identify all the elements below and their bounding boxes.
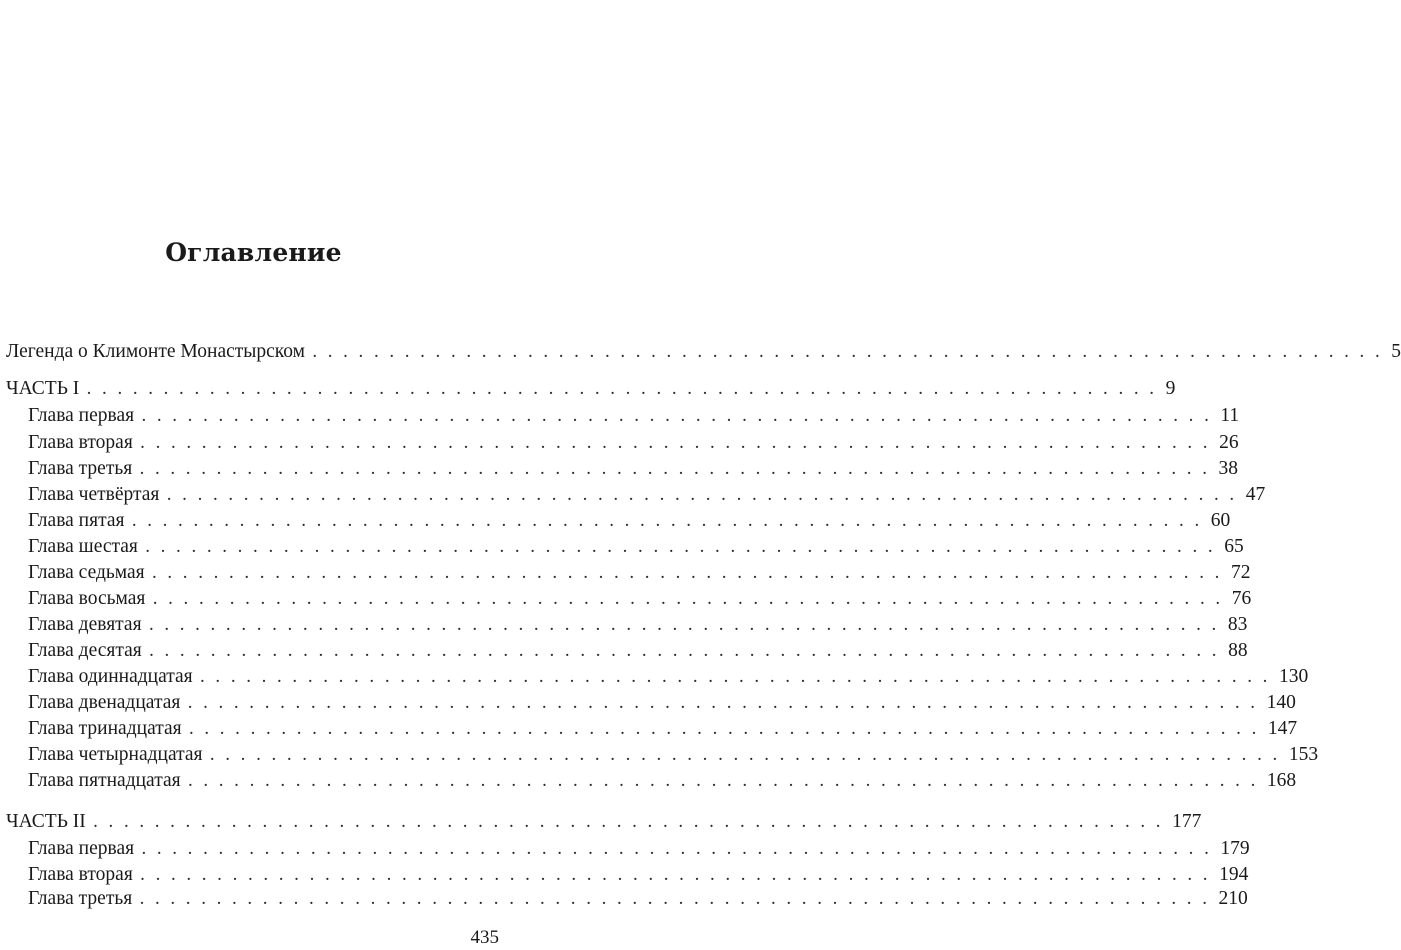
- toc-entry-part-1[interactable]: [6, 376, 1176, 402]
- toc-part-page: 177: [1172, 811, 1202, 832]
- dot-leader: . . . . . . . . . . . . . . . . . . . . . . . . . . . . . . . . . . . . . . . . . . . . . . . . . . . . . . . . . . . . . . . . . . . . . .: [140, 437, 1212, 452]
- toc-entry-label: Глава третья: [28, 888, 133, 909]
- toc-entry-page: 130: [1278, 666, 1309, 687]
- toc-entry-chapter[interactable]: [28, 862, 1249, 888]
- toc-entry-chapter[interactable]: [28, 742, 1319, 768]
- toc-entry-page: 38: [1218, 458, 1239, 479]
- toc-entry-chapter[interactable]: [28, 664, 1309, 690]
- toc-entry-label: Легенда о Климонте Монастырском: [6, 341, 305, 362]
- toc-entry-label: Глава пятнадцатая: [28, 770, 181, 791]
- toc-entry-chapter[interactable]: [28, 403, 1240, 429]
- dot-leader: . . . . . . . . . . . . . . . . . . . . . . . . . . . . . . . . . . . . . . . . . . . . . . . . . . . . . . . . . . . . . . . . . . . . . .: [140, 463, 1211, 478]
- dot-leader: . . . . . . . . . . . . . . . . . . . . . . . . . . . . . . . . . . . . . . . . . . . . . . . . . . . . . . . . . . . . . . . . . . . . . .: [145, 541, 1217, 556]
- toc-entry-chapter[interactable]: [28, 768, 1297, 794]
- dot-leader: . . . . . . . . . . . . . . . . . . . . . . . . . . . . . . . . . . . . . . . . . . . . . . . . . . . . . . . . . . . . . . . . . . . . . .: [87, 383, 1158, 398]
- toc-entry-label: Глава пятая: [28, 510, 125, 531]
- toc-entry-page: 140: [1266, 692, 1296, 713]
- toc-entry-chapter[interactable]: [28, 586, 1252, 612]
- toc-part-label: ЧАСТЬ II: [6, 811, 86, 832]
- toc-entry-page: 153: [1288, 744, 1319, 765]
- toc-entry-chapter[interactable]: [28, 638, 1248, 664]
- toc-entry-page: 194: [1219, 864, 1249, 885]
- toc-entry-page: 47: [1245, 484, 1266, 505]
- toc-entry-chapter[interactable]: [28, 482, 1266, 508]
- toc-entry-label: Глава одиннадцатая: [28, 666, 193, 687]
- toc-entry-chapter[interactable]: [28, 560, 1251, 586]
- toc-entry-label: Глава первая: [28, 838, 135, 859]
- toc-entry-label: Глава первая: [28, 405, 135, 426]
- toc-part-page: 9: [1165, 378, 1176, 399]
- dot-leader: . . . . . . . . . . . . . . . . . . . . . . . . . . . . . . . . . . . . . . . . . . . . . . . . . . . . . . . . . . . . . . . . . . . . . .: [188, 697, 1259, 712]
- dot-leader: . . . . . . . . . . . . . . . . . . . . . . . . . . . . . . . . . . . . . . . . . . . . . . . . . . . . . . . . . . . . . . . . . . . . . .: [167, 489, 1238, 504]
- toc-entry-page: 60: [1210, 510, 1231, 531]
- toc-entry-label: Глава четырнадцатая: [28, 744, 203, 765]
- toc-entry-chapter[interactable]: [28, 886, 1248, 912]
- toc-entry-chapter[interactable]: [28, 508, 1231, 534]
- toc-entry-label: Глава шестая: [28, 536, 138, 557]
- dot-leader: . . . . . . . . . . . . . . . . . . . . . . . . . . . . . . . . . . . . . . . . . . . . . . . . . . . . . . . . . . . . . . . . . . . . . .: [149, 619, 1220, 634]
- dot-leader: . . . . . . . . . . . . . . . . . . . . . . . . . . . . . . . . . . . . . . . . . . . . . . . . . . . . . . . . . . . . . . . . . . . . . .: [188, 775, 1259, 790]
- toc-entry-label: Глава восьмая: [28, 588, 146, 609]
- toc-entry-page: 5: [1391, 341, 1401, 362]
- toc-entry-chapter[interactable]: [28, 456, 1239, 482]
- toc-entry-chapter[interactable]: [28, 534, 1244, 560]
- dot-leader: . . . . . . . . . . . . . . . . . . . . . . . . . . . . . . . . . . . . . . . . . . . . . . . . . . . . . . . . . . . . . . . . . . . . . .: [93, 816, 1165, 831]
- dot-leader: . . . . . . . . . . . . . . . . . . . . . . . . . . . . . . . . . . . . . . . . . . . . . . . . . . . . . . . . . . . . . . . . . . . . . .: [189, 723, 1260, 738]
- page-number: 435: [470, 927, 499, 948]
- toc-entry-label: Глава девятая: [28, 614, 142, 635]
- dot-leader: . . . . . . . . . . . . . . . . . . . . . . . . . . . . . . . . . . . . . . . . . . . . . . . . . . . . . . . . . . . . . . . . . . . . . .: [149, 645, 1221, 660]
- toc-entry-label: Глава вторая: [28, 864, 133, 885]
- toc-entry-label: Глава третья: [28, 458, 133, 479]
- dot-leader: . . . . . . . . . . . . . . . . . . . . . . . . . . . . . . . . . . . . . . . . . . . . . . . . . . . . . . . . . . . . . . . . . . . . . .: [153, 593, 1224, 608]
- dot-leader: . . . . . . . . . . . . . . . . . . . . . . . . . . . . . . . . . . . . . . . . . . . . . . . . . . . . . . . . . . . . . . . . . . . . . .: [132, 515, 1203, 530]
- toc-entry-page: 88: [1228, 640, 1248, 661]
- toc-entry-chapter[interactable]: [28, 612, 1248, 638]
- dot-leader: . . . . . . . . . . . . . . . . . . . . . . . . . . . . . . . . . . . . . . . . . . . . . . . . . . . . . . . . . . . . . . . . . . . . . .: [210, 749, 1281, 764]
- toc-entry-page: 11: [1220, 405, 1240, 426]
- dot-leader: . . . . . . . . . . . . . . . . . . . . . . . . . . . . . . . . . . . . . . . . . . . . . . . . . . . . . . . . . . . . . . . . . . . . . .: [312, 346, 1384, 361]
- toc-entry-page: 147: [1267, 718, 1298, 739]
- toc-entry-page: 179: [1220, 838, 1250, 859]
- dot-leader: . . . . . . . . . . . . . . . . . . . . . . . . . . . . . . . . . . . . . . . . . . . . . . . . . . . . . . . . . . . . . . . . . . . . . .: [152, 567, 1223, 582]
- toc-entry-page: 76: [1231, 588, 1252, 609]
- dot-leader: . . . . . . . . . . . . . . . . . . . . . . . . . . . . . . . . . . . . . . . . . . . . . . . . . . . . . . . . . . . . . . . . . . . . . .: [142, 410, 1213, 425]
- toc-entry-page: 168: [1266, 770, 1297, 791]
- toc-entry-label: Глава десятая: [28, 640, 142, 661]
- toc-entry-page: 65: [1224, 536, 1244, 557]
- toc-entry-page: 72: [1230, 562, 1251, 583]
- toc-entry-label: Глава четвёртая: [28, 484, 160, 505]
- toc-entry-label: Глава седьмая: [28, 562, 145, 583]
- toc-entry-label: Глава вторая: [28, 432, 133, 453]
- toc-part-label: ЧАСТЬ I: [6, 378, 80, 399]
- dot-leader: . . . . . . . . . . . . . . . . . . . . . . . . . . . . . . . . . . . . . . . . . . . . . . . . . . . . . . . . . . . . . . . . . . . . . .: [140, 893, 1211, 908]
- toc-entry-part-2[interactable]: [6, 809, 1202, 835]
- toc-entry-chapter[interactable]: [28, 430, 1239, 456]
- toc-entry-chapter[interactable]: [28, 716, 1298, 742]
- toc-entry-chapter[interactable]: [28, 836, 1250, 862]
- toc-entry-label: Глава двенадцатая: [28, 692, 181, 713]
- dot-leader: . . . . . . . . . . . . . . . . . . . . . . . . . . . . . . . . . . . . . . . . . . . . . . . . . . . . . . . . . . . . . . . . . . . . . .: [142, 843, 1213, 858]
- toc-entry-label: Глава тринадцатая: [28, 718, 182, 739]
- toc-entry-page: 83: [1227, 614, 1248, 635]
- dot-leader: . . . . . . . . . . . . . . . . . . . . . . . . . . . . . . . . . . . . . . . . . . . . . . . . . . . . . . . . . . . . . . . . . . . . . .: [140, 869, 1212, 884]
- dot-leader: . . . . . . . . . . . . . . . . . . . . . . . . . . . . . . . . . . . . . . . . . . . . . . . . . . . . . . . . . . . . . . . . . . . . . .: [200, 671, 1271, 686]
- toc-entry-intro[interactable]: [6, 339, 1401, 365]
- toc-entry-chapter[interactable]: [28, 690, 1296, 716]
- page-title: Оглавление: [165, 238, 342, 267]
- toc-entry-page: 210: [1218, 888, 1248, 909]
- toc-entry-page: 26: [1219, 432, 1239, 453]
